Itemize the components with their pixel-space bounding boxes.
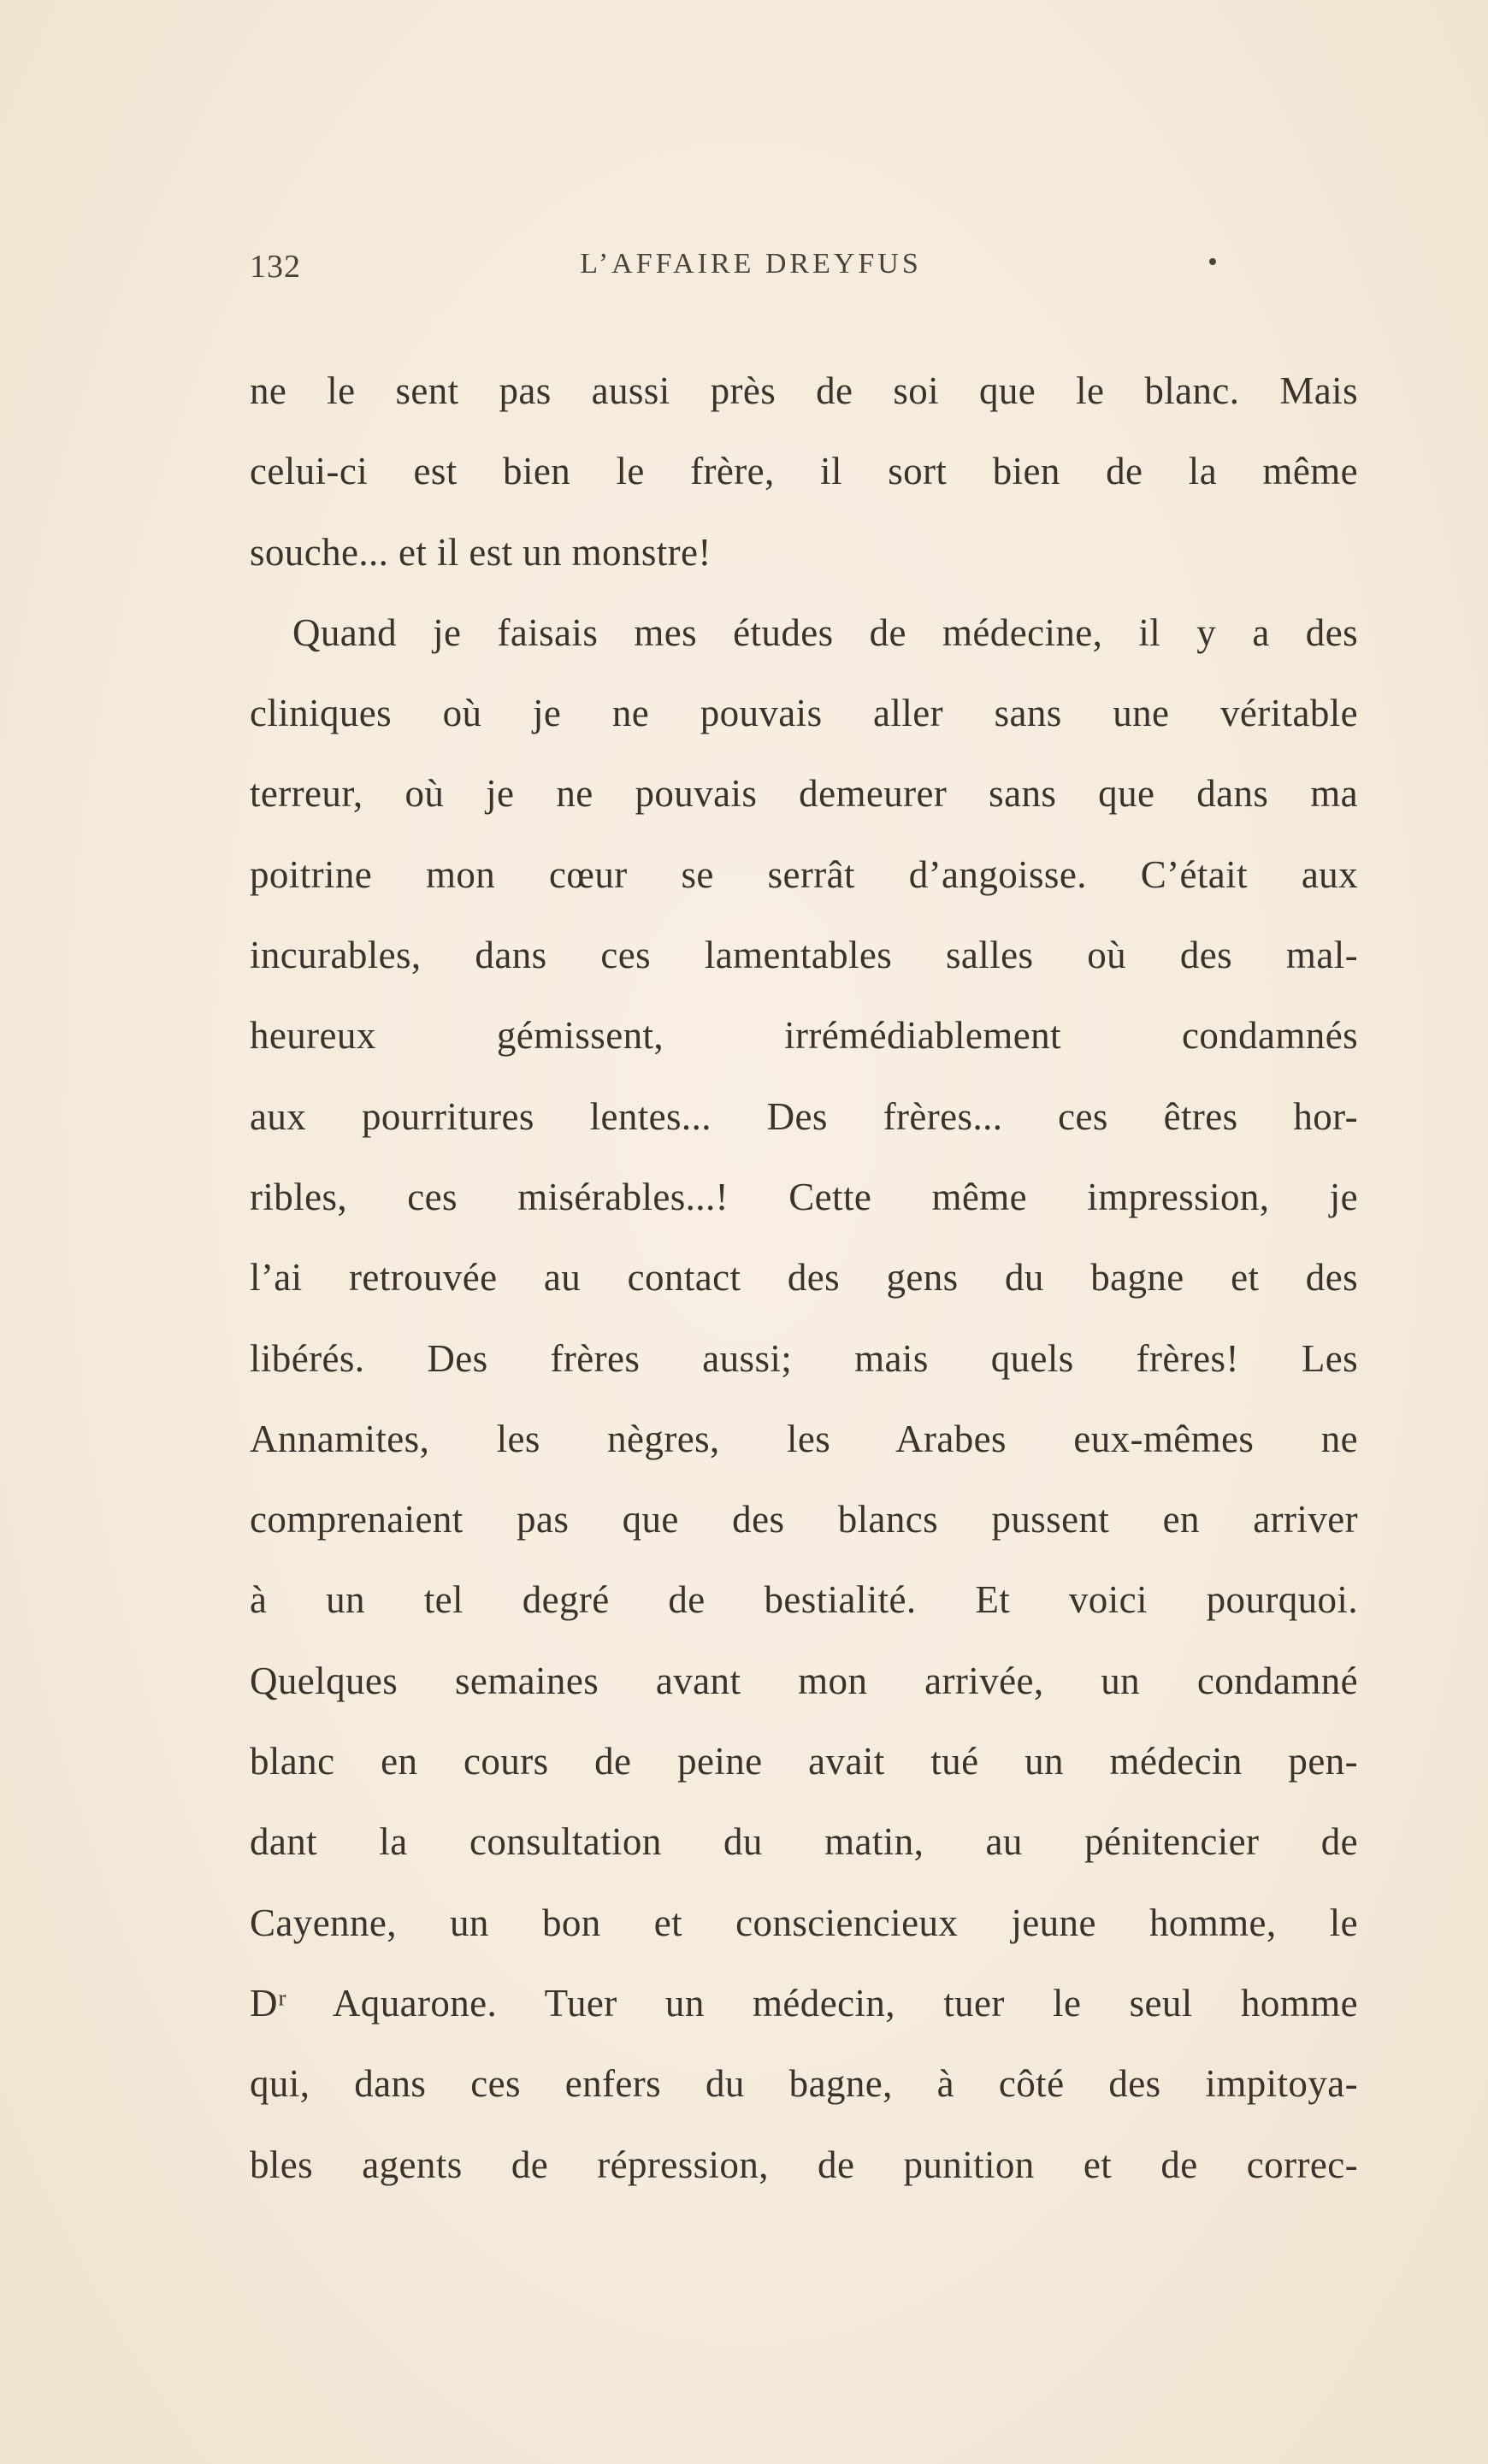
- text-line: libérés. Des frères aussi; mais quels frères! Les: [250, 1336, 1358, 1380]
- text-line: bles agents de répression, de punition et de correc-: [250, 2143, 1358, 2186]
- text-body: [250, 351, 1358, 2205]
- running-title: L’AFFAIRE DREYFUS: [580, 248, 922, 280]
- header-dot-ornament: [1209, 258, 1216, 265]
- text-line: ribles, ces misérables...! Cette même impression, je: [250, 1175, 1358, 1218]
- text-line: l’ai retrouvée au contact des gens du bagne et des: [250, 1256, 1358, 1300]
- text-line: Quand je faisais mes études de médecine, il y a des: [292, 610, 1358, 654]
- text-line: Annamites, les nègres, les Arabes eux-mêmes ne: [250, 1417, 1358, 1460]
- text-line: incurables, dans ces lamentables salles où des mal-: [250, 934, 1358, 977]
- text-line: poitrine mon cœur se serrât d’angoisse. C’était aux: [250, 852, 1358, 896]
- text-line: Cayenne, un bon et consciencieux jeune homme, le: [250, 1901, 1358, 1944]
- text-line: ne le sent pas aussi près de soi que le blanc. Mais: [250, 369, 1358, 412]
- text-line: à un tel degré de bestialité. Et voici pourquoi.: [250, 1578, 1358, 1622]
- text-line: blanc en cours de peine avait tué un médecin pen-: [250, 1740, 1358, 1783]
- text-line: qui, dans ces enfers du bagne, à côté des impitoya-: [250, 2062, 1358, 2106]
- text-line: terreur, où je ne pouvais demeurer sans que dans ma: [250, 772, 1358, 816]
- page-number: 132: [250, 249, 301, 285]
- text-line: celui-ci est bien le frère, il sort bien de la même: [250, 450, 1358, 493]
- running-header: [250, 248, 1252, 286]
- text-line: heureux gémissent, irrémédiablement condamnés: [250, 1014, 1358, 1058]
- text-line: souche... et il est un monstre!: [250, 530, 712, 574]
- text-line: cliniques où je ne pouvais aller sans une véritable: [250, 692, 1358, 735]
- text-line: Dʳ Aquarone. Tuer un médecin, tuer le seul homme: [250, 1981, 1358, 2025]
- text-line: Quelques semaines avant mon arrivée, un condamné: [250, 1659, 1358, 1702]
- text-line: aux pourritures lentes... Des frères... ces êtres hor-: [250, 1094, 1358, 1138]
- text-line: comprenaient pas que des blancs pussent en arriver: [250, 1498, 1358, 1541]
- text-line: dant la consultation du matin, au pénitencier de: [250, 1820, 1358, 1864]
